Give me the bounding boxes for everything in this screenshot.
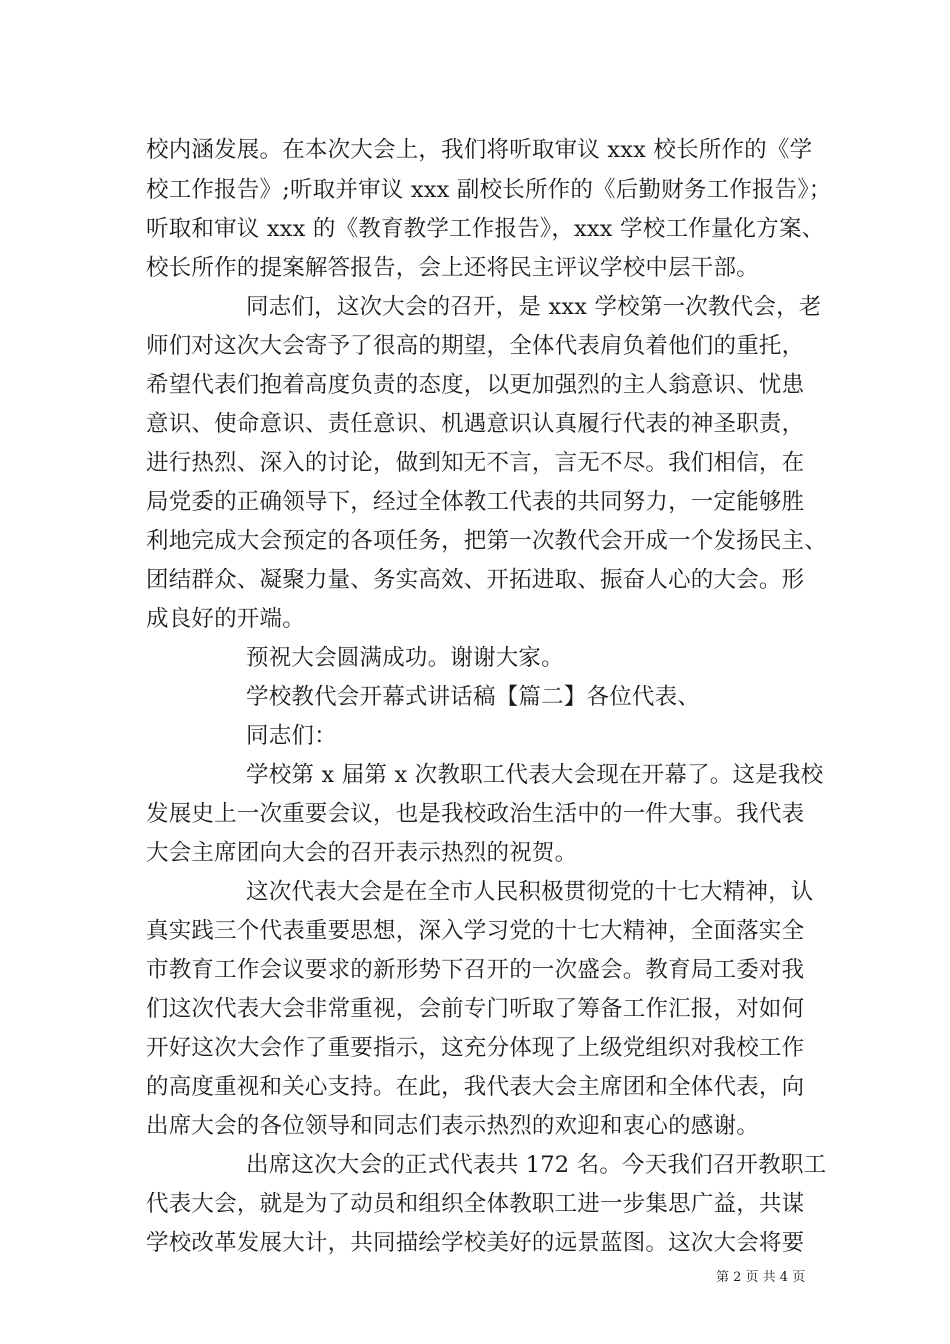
- text-line: 开好这次大会作了重要指示，这充分体现了上级党组织对我校工作: [146, 1035, 805, 1061]
- paragraph-start-line: 学校第 x 届第 x 次教职工代表大会现在开幕了。这是我校: [246, 762, 824, 788]
- text-line: 听取和审议 xxx 的《教育教学工作报告》，xxx 学校工作量化方案、: [146, 216, 825, 242]
- paragraph-start-line: 同志们，这次大会的召开，是 xxx 学校第一次教代会，老: [246, 294, 822, 320]
- text-line: 校内涵发展。在本次大会上，我们将听取审议 xxx 校长所作的《学: [146, 137, 813, 163]
- text-line: 成良好的开端。: [146, 606, 305, 632]
- page-number-footer: 第 2 页 共 4 页: [716, 1270, 806, 1285]
- text-line: 学校改革发展大计，共同描绘学校美好的远景蓝图。这次大会将要: [146, 1230, 805, 1256]
- text-line: 校工作报告》;听取并审议 xxx 副校长所作的《后勤财务工作报告》；: [146, 177, 832, 203]
- text-line: 局党委的正确领导下，经过全体教工代表的共同努力，一定能够胜: [146, 489, 805, 515]
- salutation: 同志们：: [246, 723, 337, 749]
- paragraph-start-line: 出席这次大会的正式代表共 172 名。今天我们召开教职工: [246, 1152, 827, 1178]
- text-line: 意识、使命意识、责任意识、机遇意识认真履行代表的神圣职责，: [146, 411, 805, 437]
- text-line: 希望代表们抱着高度负责的态度，以更加强烈的主人翁意识、忧患: [146, 372, 805, 398]
- text-line: 大会主席团向大会的召开表示热烈的祝贺。: [146, 840, 578, 866]
- text-line: 出席大会的各位领导和同志们表示热烈的欢迎和衷心的感谢。: [146, 1113, 759, 1139]
- text-line: 代表大会，就是为了动员和组织全体教职工进一步集思广益，共谋: [146, 1191, 805, 1217]
- text-line: 市教育工作会议要求的新形势下召开的一次盛会。教育局工委对我: [146, 957, 805, 983]
- paragraph-start-line: 预祝大会圆满成功。谢谢大家。: [246, 645, 564, 671]
- paragraph-start-line: 这次代表大会是在全市人民积极贯彻党的十七大精神，认: [246, 879, 814, 905]
- text-line: 的高度重视和关心支持。在此，我代表大会主席团和全体代表，向: [146, 1074, 805, 1100]
- text-line: 发展史上一次重要会议，也是我校政治生活中的一件大事。我代表: [146, 801, 805, 827]
- text-line: 校长所作的提案解答报告，会上还将民主评议学校中层干部。: [146, 255, 759, 281]
- text-line: 们这次代表大会非常重视，会前专门听取了筹备工作汇报，对如何: [146, 996, 805, 1022]
- text-line: 进行热烈、深入的讨论，做到知无不言，言无不尽。我们相信，在: [146, 450, 805, 476]
- section-heading: 学校教代会开幕式讲话稿【篇二】各位代表、: [246, 684, 701, 710]
- text-line: 团结群众、凝聚力量、务实高效、开拓进取、振奋人心的大会。形: [146, 567, 805, 593]
- text-line: 真实践三个代表重要思想，深入学习党的十七大精神，全面落实全: [146, 918, 805, 944]
- text-line: 师们对这次大会寄予了很高的期望，全体代表肩负着他们的重托，: [146, 333, 805, 359]
- text-line: 利地完成大会预定的各项任务，把第一次教代会开成一个发扬民主、: [146, 528, 828, 554]
